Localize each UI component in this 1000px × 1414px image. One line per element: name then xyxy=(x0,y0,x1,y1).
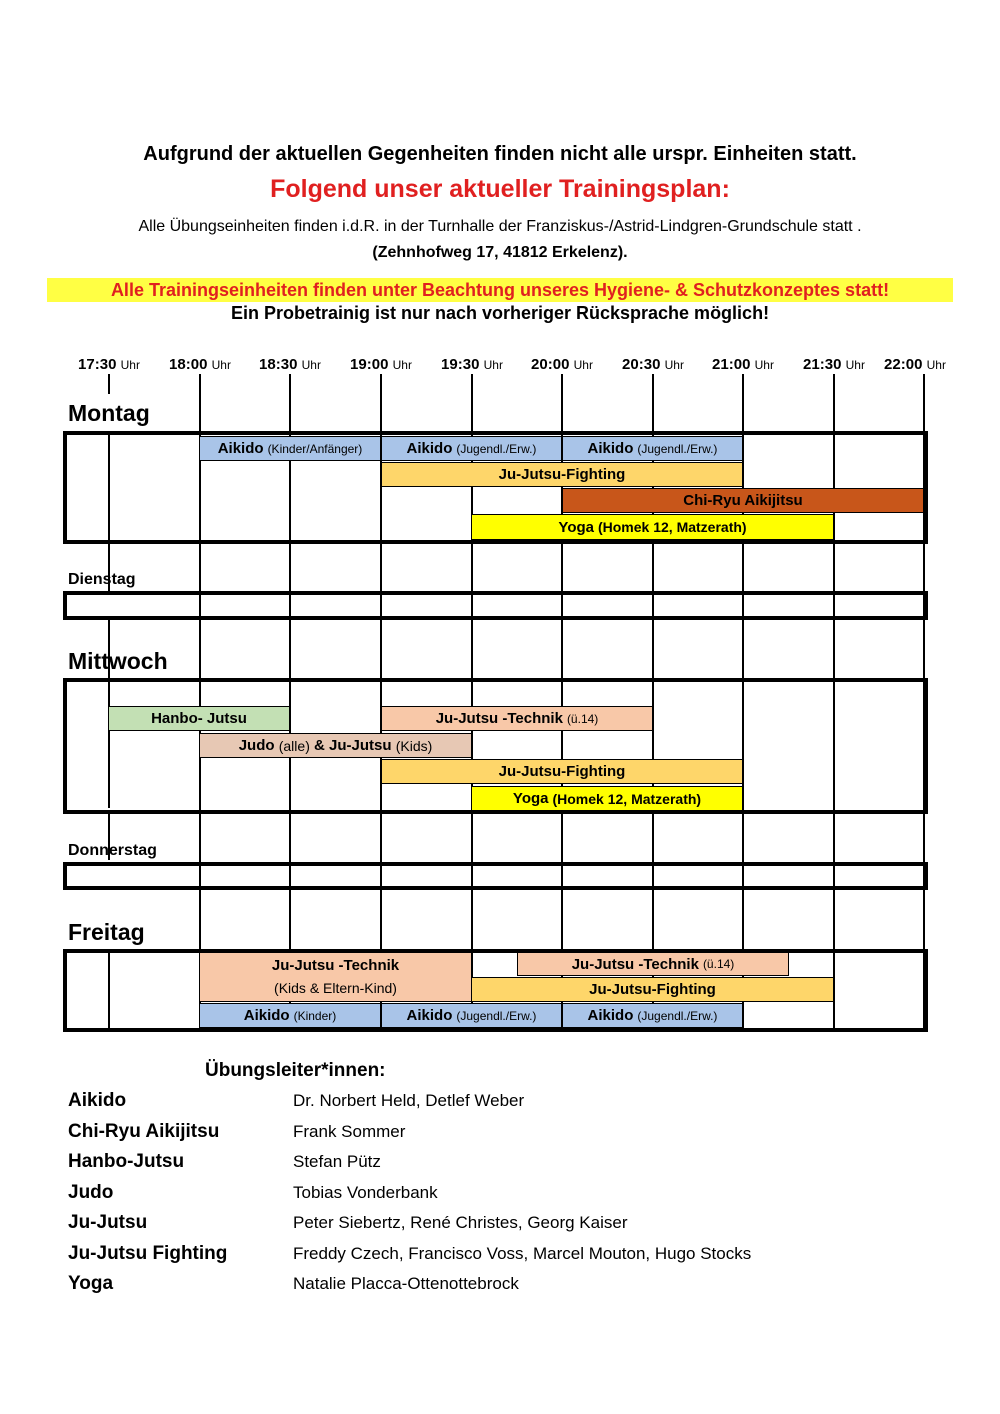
slot-ju-jutsu-fighting[interactable]: Ju-Jutsu-Fighting xyxy=(471,977,834,1002)
trainer-names: Stefan Pütz xyxy=(293,1152,381,1171)
day-label-montag: Montag xyxy=(68,400,150,426)
slot-ju-jutsu-technik-kids[interactable]: Ju-Jutsu -Technik (Kids & Eltern-Kind) xyxy=(199,952,472,1002)
time-label: 20:30 Uhr xyxy=(622,356,684,373)
slot-ju-jutsu-technik[interactable]: Ju-Jutsu -Technik (ü.14) xyxy=(381,706,653,731)
trainer-names: Dr. Norbert Held, Detlef Weber xyxy=(293,1091,525,1110)
trainer-names: Peter Siebertz, René Christes, Georg Kaiser xyxy=(293,1213,628,1232)
slot-judo-ju-jutsu-kids[interactable]: Judo (alle) & Ju-Jutsu (Kids) xyxy=(199,733,472,758)
slot-ju-jutsu-technik[interactable]: Ju-Jutsu -Technik (ü.14) xyxy=(517,952,789,976)
trainer-discipline: Judo xyxy=(68,1182,114,1203)
time-label: 22:00 Uhr xyxy=(884,356,946,373)
trainer-discipline: Ju-Jutsu xyxy=(68,1212,148,1233)
page-title: Folgend unser aktueller Trainingsplan: xyxy=(270,175,730,203)
trainer-discipline: Aikido xyxy=(68,1090,127,1111)
slot-chi-ryu-aikijitsu[interactable]: Chi-Ryu Aikijitsu xyxy=(562,488,924,513)
time-label: 21:30 Uhr xyxy=(803,356,865,373)
grid-line xyxy=(108,374,110,394)
trainer-discipline: Yoga xyxy=(68,1273,114,1294)
slot-ju-jutsu-fighting[interactable]: Ju-Jutsu-Fighting xyxy=(381,759,743,784)
time-label: 18:00 Uhr xyxy=(169,356,231,373)
time-label: 19:30 Uhr xyxy=(441,356,503,373)
time-label: 20:00 Uhr xyxy=(531,356,593,373)
location-text: Alle Übungseinheiten finden i.d.R. in der Turnhalle der Franziskus-/Astrid-Lindgren-Grundschule statt . xyxy=(138,218,862,235)
slot-aikido-jugend[interactable]: Aikido (Jugendl./Erw.) xyxy=(381,436,562,461)
slot-ju-jutsu-fighting[interactable]: Ju-Jutsu-Fighting xyxy=(381,462,743,487)
notice-heading: Aufgrund der aktuellen Gegenheiten finden nicht alle urspr. Einheiten statt. xyxy=(143,143,857,165)
slot-aikido-jugend[interactable]: Aikido (Jugendl./Erw.) xyxy=(381,1003,562,1028)
trainer-discipline: Ju-Jutsu Fighting xyxy=(68,1243,228,1264)
donnerstag-block xyxy=(63,862,928,890)
dienstag-block xyxy=(63,591,928,620)
trainer-discipline: Hanbo-Jutsu xyxy=(68,1151,185,1172)
slot-aikido-kinder[interactable]: Aikido (Kinder/Anfänger) xyxy=(199,436,381,461)
day-label-freitag: Freitag xyxy=(68,919,145,945)
hygiene-notice: Alle Trainingseinheiten finden unter Beachtung unseres Hygiene- & Schutzkonzeptes statt! xyxy=(47,278,953,302)
trainer-names: Tobias Vonderbank xyxy=(293,1183,438,1202)
trial-notice: Ein Probetrainig ist nur nach vorheriger Rücksprache möglich! xyxy=(230,303,770,323)
trainer-discipline: Chi-Ryu Aikijitsu xyxy=(68,1121,220,1142)
time-label: 19:00 Uhr xyxy=(350,356,412,373)
slot-yoga[interactable]: Yoga (Homek 12, Matzerath) xyxy=(471,514,834,540)
time-label: 21:00 Uhr xyxy=(712,356,774,373)
address-text: (Zehnhofweg 17, 41812 Erkelenz). xyxy=(372,244,628,261)
slot-hanbo-jutsu[interactable]: Hanbo- Jutsu xyxy=(108,706,290,731)
day-label-donnerstag: Donnerstag xyxy=(68,842,157,859)
slot-aikido-kinder[interactable]: Aikido (Kinder) xyxy=(199,1003,381,1028)
slot-aikido-jugend[interactable]: Aikido (Jugendl./Erw.) xyxy=(562,436,743,461)
trainers-title: Übungsleiter*innen: xyxy=(205,1060,386,1081)
trainer-names: Freddy Czech, Francisco Voss, Marcel Mouton, Hugo Stocks xyxy=(293,1244,752,1263)
trainer-names: Frank Sommer xyxy=(293,1122,406,1141)
day-label-dienstag: Dienstag xyxy=(68,571,136,588)
day-label-mittwoch: Mittwoch xyxy=(68,648,168,674)
slot-aikido-jugend[interactable]: Aikido (Jugendl./Erw.) xyxy=(562,1003,743,1028)
trainer-names: Natalie Placca-Ottenottebrock xyxy=(293,1274,519,1293)
time-label: 18:30 Uhr xyxy=(259,356,321,373)
time-label: 17:30 Uhr xyxy=(78,356,140,373)
slot-yoga[interactable]: Yoga (Homek 12, Matzerath) xyxy=(471,786,743,811)
